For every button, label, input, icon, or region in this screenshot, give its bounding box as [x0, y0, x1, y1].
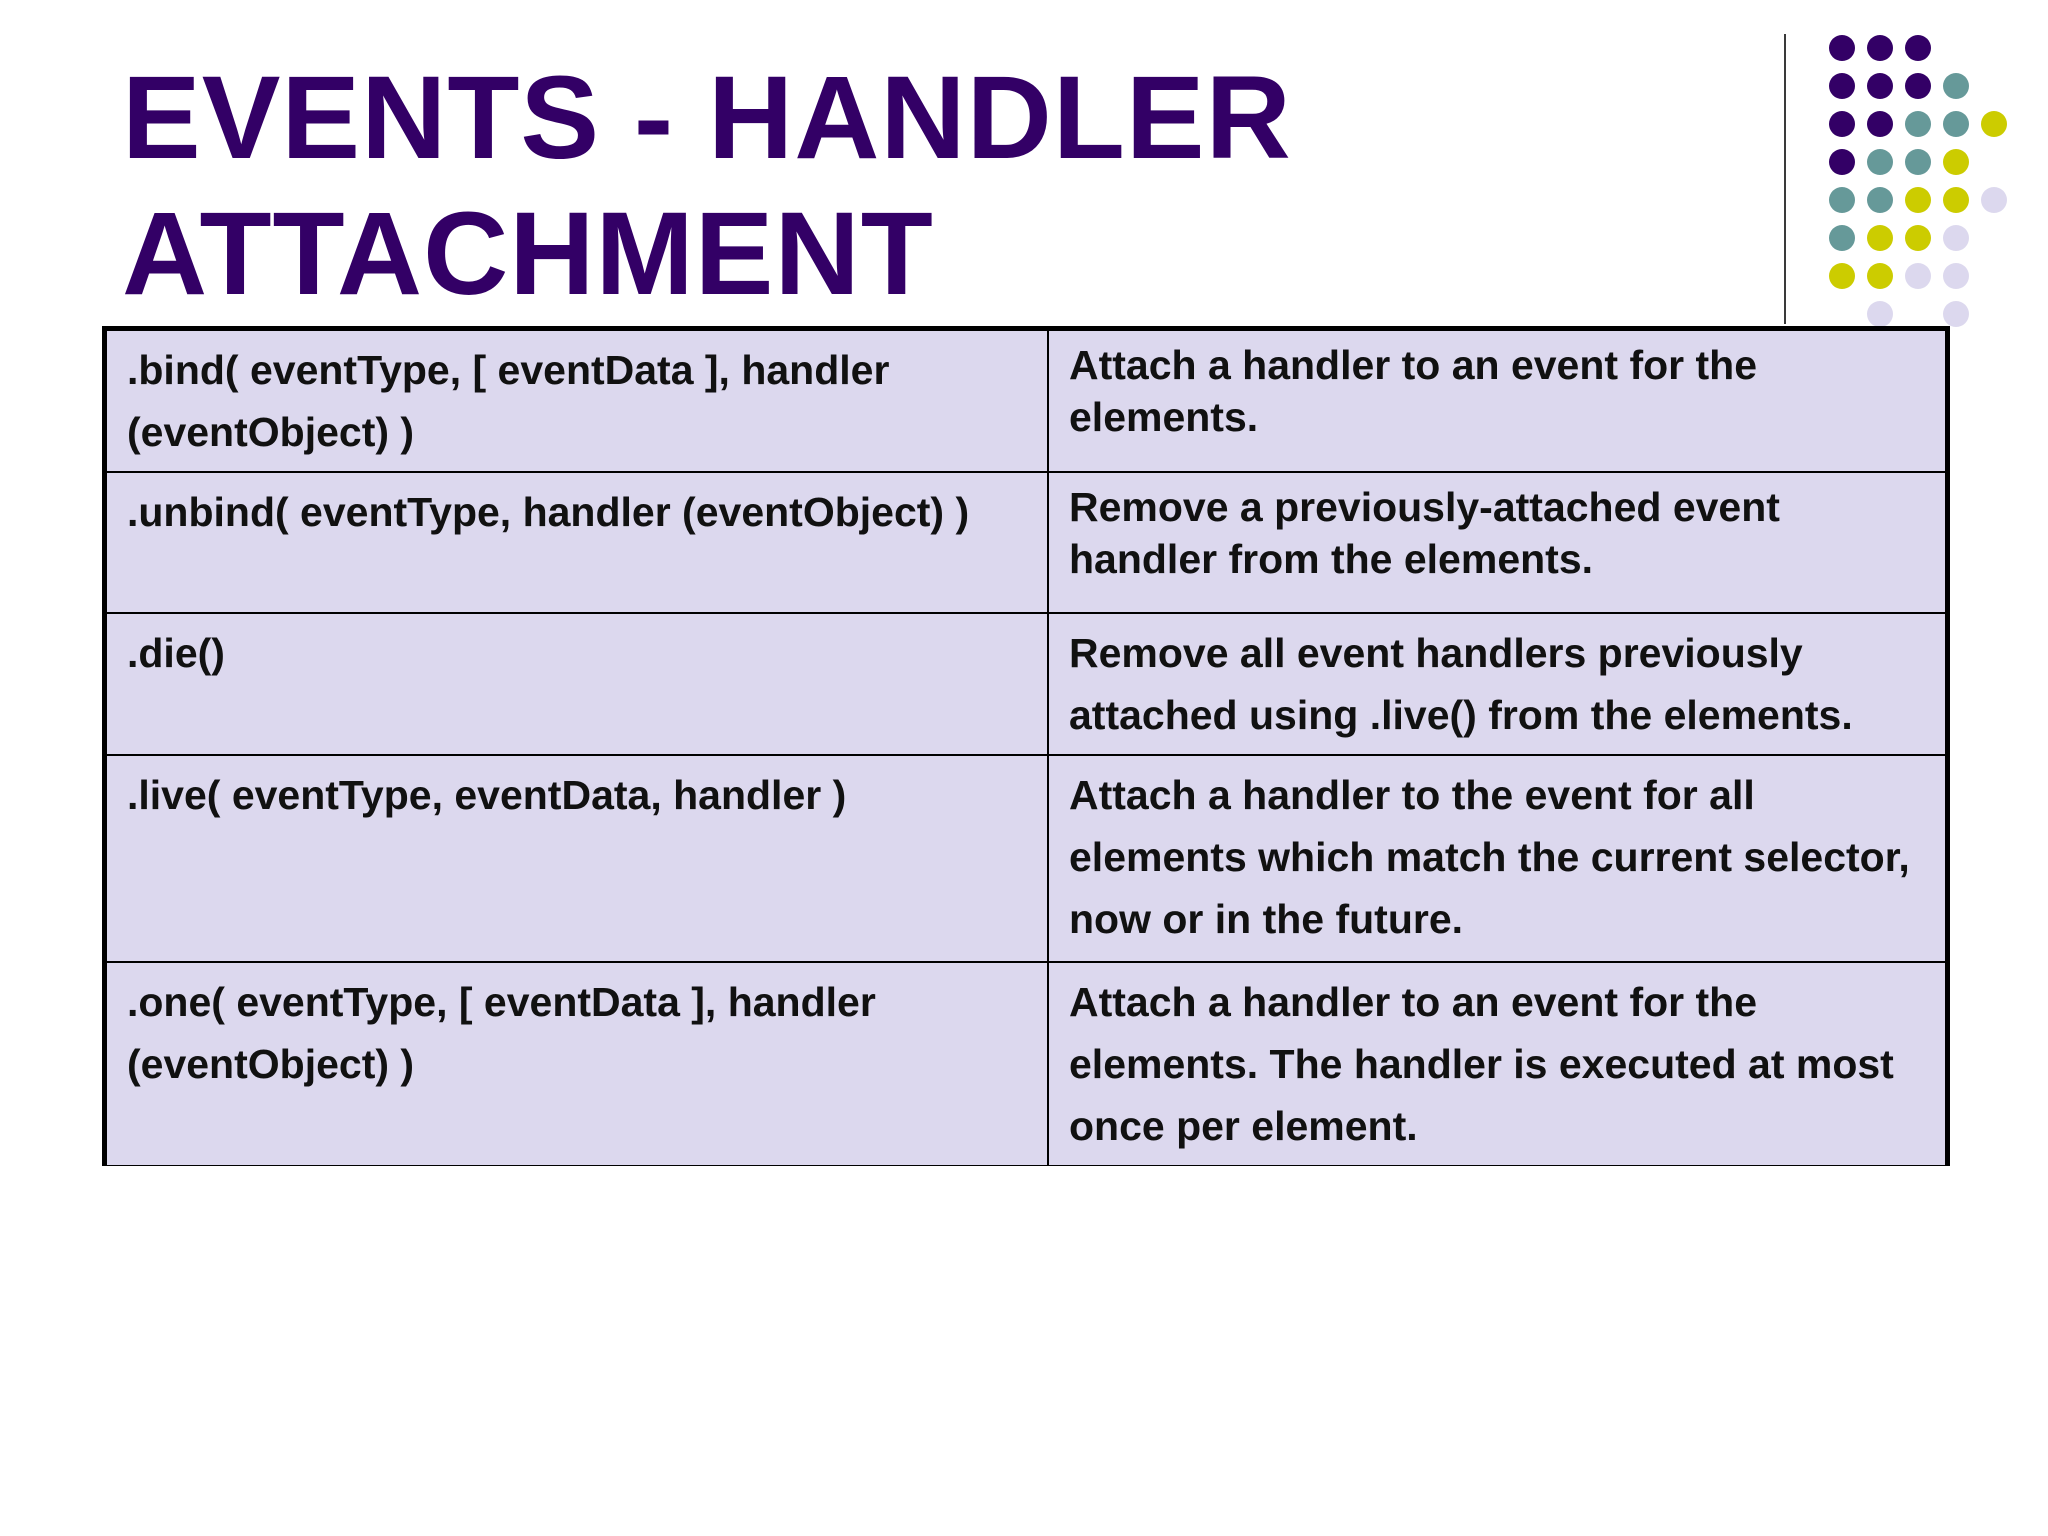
- table-row: [107, 962, 1945, 1165]
- decorative-dot: [1867, 263, 1893, 289]
- decorative-dot: [1867, 149, 1893, 175]
- decorative-dot: [1867, 187, 1893, 213]
- decorative-dot: [1867, 35, 1893, 61]
- slide-title-line-1: EVENTS - HANDLER: [122, 52, 1292, 184]
- decorative-dot: [1905, 225, 1931, 251]
- decorative-dot: [1943, 73, 1969, 99]
- table-row: [107, 331, 1945, 472]
- decorative-dot: [1905, 149, 1931, 175]
- decorative-dot: [1867, 301, 1893, 327]
- decorative-dot: [1905, 187, 1931, 213]
- decorative-dot: [1905, 73, 1931, 99]
- description-cell: Attach a handler to an event for the elements.: [1048, 331, 1945, 472]
- decorative-dot: [1829, 73, 1855, 99]
- decorative-dot: [1905, 111, 1931, 137]
- method-cell: .bind( eventType, [ eventData ], handler (eventObject) ): [107, 331, 1048, 472]
- decorative-dot: [1867, 73, 1893, 99]
- method-cell: .unbind( eventType, handler (eventObject) ): [107, 472, 1048, 613]
- table-row: [107, 472, 1945, 613]
- method-cell: .die(): [107, 613, 1048, 755]
- decorative-dot: [1829, 35, 1855, 61]
- decorative-dot: [1829, 149, 1855, 175]
- table-row: [107, 755, 1945, 962]
- decorative-dot: [1943, 301, 1969, 327]
- description-cell: Attach a handler to the event for all elements which match the current selector, now or in the future.: [1048, 755, 1945, 962]
- decorative-dot: [1829, 111, 1855, 137]
- decorative-dot: [1867, 111, 1893, 137]
- slide-title-line-2: ATTACHMENT: [122, 188, 934, 320]
- decorative-dot: [1943, 225, 1969, 251]
- description-cell: Remove a previously-attached event handler from the elements.: [1048, 472, 1945, 613]
- decorative-dot: [1943, 149, 1969, 175]
- decorative-divider-line: [1784, 34, 1786, 324]
- slide-title: [122, 50, 1722, 322]
- description-cell: Remove all event handlers previously attached using .live() from the elements.: [1048, 613, 1945, 755]
- decorative-dot: [1981, 111, 2007, 137]
- decorative-dot: [1943, 187, 1969, 213]
- decorative-dot: [1981, 187, 2007, 213]
- table-row: [107, 613, 1945, 755]
- decorative-dot: [1943, 111, 1969, 137]
- decorative-dot: [1905, 35, 1931, 61]
- decorative-dot: [1867, 225, 1893, 251]
- decorative-dot: [1829, 187, 1855, 213]
- event-methods-table: [102, 326, 1950, 1166]
- decorative-dot: [1905, 263, 1931, 289]
- description-cell: Attach a handler to an event for the elements. The handler is executed at most once per element.: [1048, 962, 1945, 1165]
- decorative-dot: [1943, 263, 1969, 289]
- method-cell: .one( eventType, [ eventData ], handler (eventObject) ): [107, 962, 1048, 1165]
- decorative-dot: [1829, 225, 1855, 251]
- method-cell: .live( eventType, eventData, handler ): [107, 755, 1048, 962]
- decorative-dot: [1829, 263, 1855, 289]
